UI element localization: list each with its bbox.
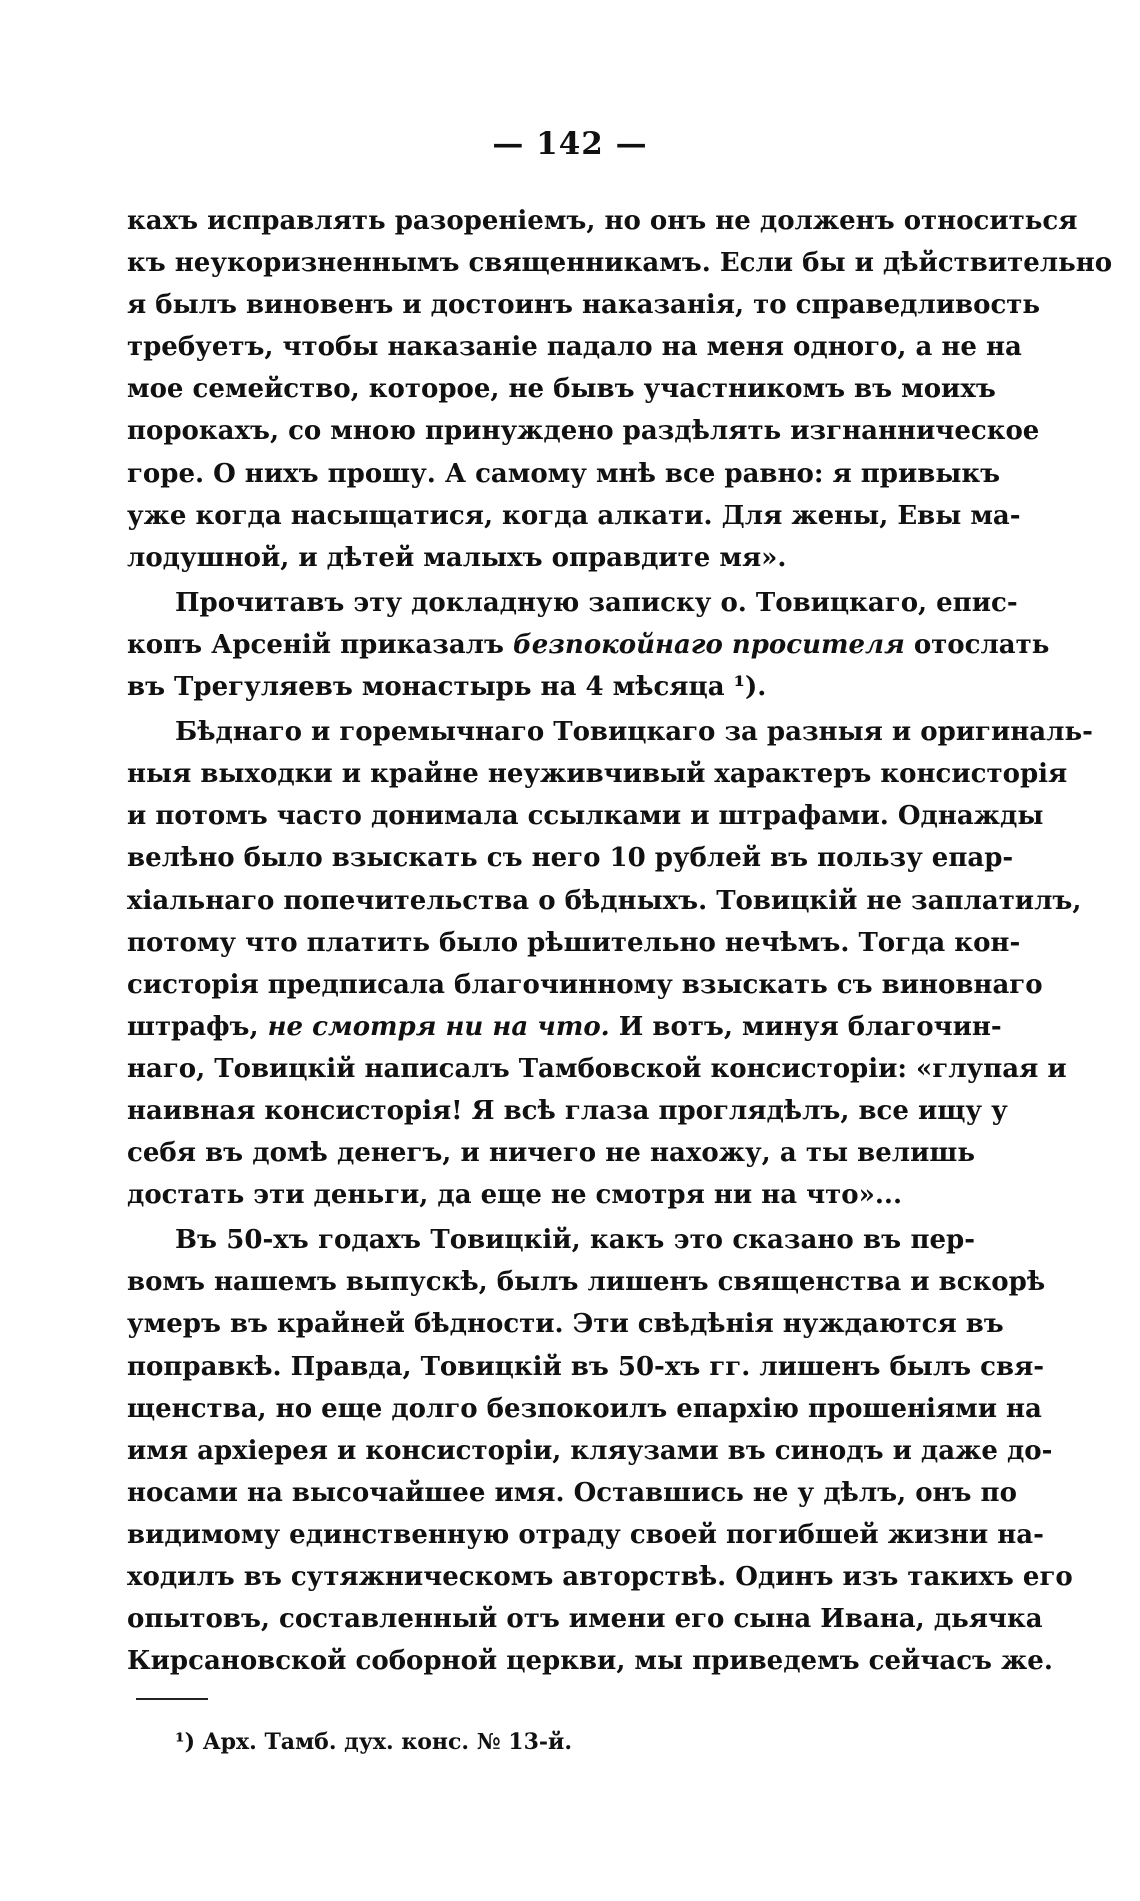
text-segment: И вотъ, минуя благочин- xyxy=(618,1011,1002,1042)
text-line: себя въ домѣ денегъ, и ничего не нахожу, а ты велишь xyxy=(127,1138,975,1169)
footnote-divider xyxy=(136,1698,208,1700)
text-line: систорія предписала благочинному взыскать съ виновнаго xyxy=(127,969,1043,1000)
text-line: потому что платить было рѣшительно нечѣмъ. Тогда кон- xyxy=(127,927,1021,958)
text-line: уже когда насыщатися, когда алкати. Для жены, Евы ма- xyxy=(127,500,1021,531)
text-line: въ Трегуляевъ монастырь на 4 мѣсяца ¹). xyxy=(127,672,767,703)
text-line: щенства, но еще долго безпокоилъ епархію прошеніями на xyxy=(127,1393,1042,1424)
footnote: ¹) Арх. Тамб. дух. конс. № 13-й. xyxy=(175,1729,573,1755)
text-line: горе. О нихъ прошу. А самому мнѣ все равно: я привыкъ xyxy=(127,458,1001,489)
text-line: Кирсановской соборной церкви, мы приведемъ сейчасъ же. xyxy=(127,1646,1053,1677)
text-line: я былъ виновенъ и достоинъ наказанія, то справедливость xyxy=(127,290,1041,321)
text-line: достать эти деньги, да еще не смотря ни на что»... xyxy=(127,1180,903,1211)
text-line: кахъ исправлять разореніемъ, но онъ не долженъ относиться xyxy=(127,206,1078,236)
text-segment: копъ Арсеній приказалъ xyxy=(127,629,504,660)
italic-phrase: не смотря ни на что. xyxy=(267,1011,610,1042)
text-line: вомъ нашемъ выпускѣ, былъ лишенъ священства и вскорѣ xyxy=(127,1267,1046,1298)
text-line: къ неукоризненнымъ священникамъ. Если бы и дѣйствительно xyxy=(127,248,1113,279)
text-line: наивная консисторія! Я всѣ глаза проглядѣлъ, все ищу у xyxy=(127,1095,1008,1126)
text-line: умеръ въ крайней бѣдности. Эти свѣдѣнія нуждаются въ xyxy=(127,1309,1004,1340)
paragraph-start-line: Въ 50-хъ годахъ Товицкій, какъ это сказано въ пер- xyxy=(175,1225,975,1256)
text-line: видимому единственную отраду своей погибшей жизни на- xyxy=(127,1519,1044,1550)
text-line: велѣно было взыскать съ него 10 рублей въ пользу епар- xyxy=(127,843,1014,874)
text-segment: штрафъ, xyxy=(127,1011,259,1042)
text-line: хіальнаго попечительства о бѣдныхъ. Товицкій не заплатилъ, xyxy=(127,885,1082,916)
text-line: мое семейство, которое, не бывъ участникомъ въ моихъ xyxy=(127,374,996,405)
text-line: ныя выходки и крайне неуживчивый характеръ консисторія xyxy=(127,759,1068,790)
text-line: наго, Товицкій написалъ Тамбовской консисторіи: «глупая и xyxy=(127,1053,1067,1084)
page-number: — 142 — xyxy=(492,126,648,162)
text-segment: отослать xyxy=(913,629,1050,660)
text-line: ходилъ въ сутяжническомъ авторствѣ. Одинъ изъ такихъ его xyxy=(127,1562,1073,1592)
text-line: и потомъ часто донимала ссылками и штрафами. Однажды xyxy=(127,801,1044,832)
text-line: требуетъ, чтобы наказаніе падало на меня одного, а не на xyxy=(127,332,1022,363)
text-line: поправкѣ. Правда, Товицкій въ 50-хъ гг. лишенъ былъ свя- xyxy=(127,1351,1045,1382)
text-line xyxy=(127,624,1050,666)
italic-phrase: безпокойнаго просителя xyxy=(513,629,905,660)
text-line: лодушной, и дѣтей малыхъ оправдите мя». xyxy=(127,542,787,573)
text-line xyxy=(127,1006,1002,1048)
text-line: имя архіерея и консисторіи, кляузами въ синодъ и даже до- xyxy=(127,1435,1053,1466)
paragraph-start-line: Бѣднаго и горемычнаго Товицкаго за разныя и оригиналь- xyxy=(175,717,1093,748)
text-line: порокахъ, со мною принуждено раздѣлять изгнанническое xyxy=(127,416,1040,447)
text-line: носами на высочайшее имя. Оставшись не у дѣлъ, онъ по xyxy=(127,1477,1017,1508)
paragraph-start-line: Прочитавъ эту докладную записку о. Товицкаго, епис- xyxy=(175,587,1018,618)
body-text xyxy=(127,200,1113,1682)
text-line: опытовъ, составленный отъ имени его сына Ивана, дьячка xyxy=(127,1604,1043,1635)
